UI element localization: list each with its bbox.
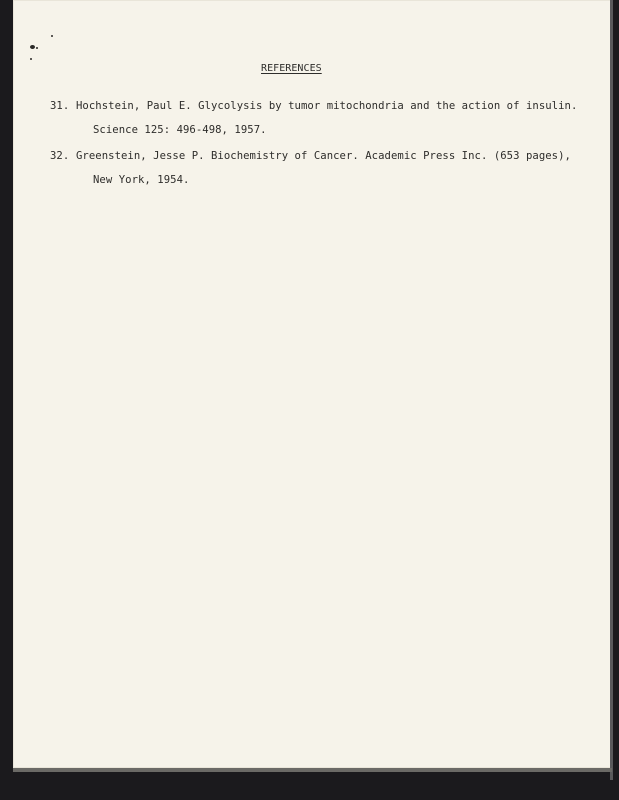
reference-text-line: Hochstein, Paul E. Glycolysis by tumor mitochondria and the action of insulin. <box>76 100 578 112</box>
ink-speck <box>36 47 38 49</box>
references-heading: REFERENCES <box>261 63 322 74</box>
reference-number: 31. <box>50 100 70 112</box>
paper-edge <box>610 0 613 780</box>
ink-speck <box>51 35 53 37</box>
paper-sheet <box>13 0 612 768</box>
reference-text-line: Greenstein, Jesse P. Biochemistry of Cancer. Academic Press Inc. (653 pages), <box>76 150 571 162</box>
paper-bottom-edge <box>13 768 612 772</box>
reference-text-line: New York, 1954. <box>93 174 190 186</box>
reference-text-line: Science 125: 496-498, 1957. <box>93 124 267 136</box>
ink-speck <box>30 45 35 49</box>
ink-speck <box>30 58 32 60</box>
reference-number: 32. <box>50 150 70 162</box>
